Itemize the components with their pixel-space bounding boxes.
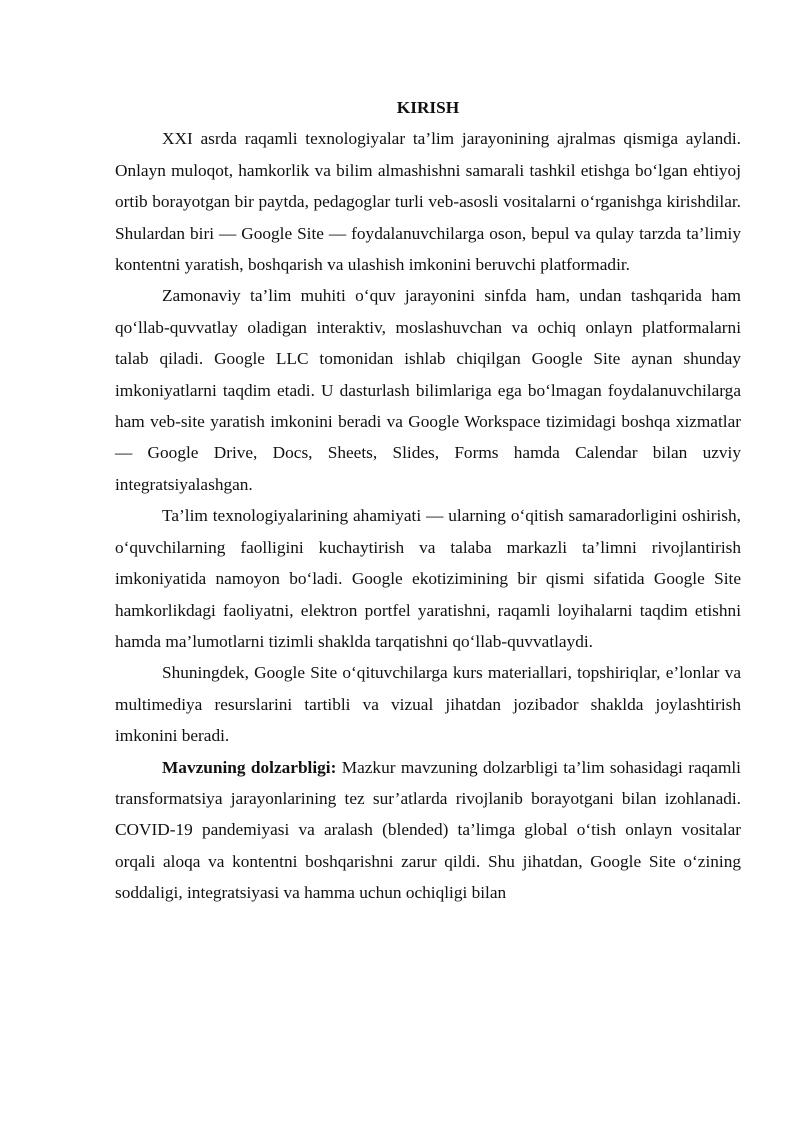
relevance-heading: Mavzuning dolzarbligi: <box>162 757 337 777</box>
relevance-text: Mazkur mavzuning dolzarbligi ta’lim sohasidagi raqamli transformatsiya jarayonlarining tez sur’atlarda rivojlanib borayotgani bilan izohlanadi. COVID-19 pandemiyasi va aralash (blended) ta’limga global o‘tish onlayn vositalar orqali aloqa va kontentni boshqarishni zarur qildi. Shu jihatdan, Google Site o‘zining soddaligi, integratsiyasi va hamma uchun ochiqligi bilan <box>115 757 741 903</box>
paragraph-teachers: Shuningdek, Google Site o‘qituvchilarga kurs materiallari, topshiriqlar, e’lonlar va multimediya resurslarini tartibli va vizual jihatdan jozibador shaklda joylashtirish imkonini beradi. <box>115 663 741 746</box>
paragraph-intro: XXI asrda raqamli texnologiyalar ta’lim jarayonining ajralmas qismiga aylandi. Onlayn muloqot, hamkorlik va bilim almashishni samarali tashkil etishga bo‘lgan ehtiyoj ortib borayotgan bir paytda, pedagoglar turli veb-asosli vositalarni o‘rganishga kirishdilar. Shulardan biri — Google Site — foydalanuvchilarga oson, bepul va qulay tarzda ta’limiy kontentni yaratish, boshqarish va ulashish imkonini beruvchi platformadir. <box>115 129 741 275</box>
paragraph-environment: Zamonaviy ta’lim muhiti o‘quv jarayonini sinfda ham, undan tashqarida ham qo‘llab-quvvatlay oladigan interaktiv, moslashuvchan va ochiq onlayn platformalarni talab qiladi. Google LLC tomonidan ishlab chiqilgan Google Site aynan shunday imkoniyatlarni taqdim etadi. U dasturlash bilimlariga ega bo‘lmagan foydalanuvchilarga ham veb-site yaratish imkonini beradi va Google Workspace tizimidagi boshqa xizmatlar — Google Drive, Docs, Sheets, Slides, Forms hamda Calendar bilan uzviy integratsiyalashgan. <box>115 286 741 494</box>
document-page <box>115 92 741 909</box>
paragraph-relevance <box>115 752 741 909</box>
paragraph-importance: Ta’lim texnologiyalarining ahamiyati — ularning o‘qitish samaradorligini oshirish, o‘quvchilarning faolligini kuchaytirish va talaba markazli ta’limni rivojlantirish imkoniyatida namoyon bo‘ladi. Google ekotizimining bir qismi sifatida Google Site hamkorlikdagi faoliyatni, elektron portfel yaratishni, raqamli loyihalarni taqdim etishni hamda ma’lumotlarni tizimli shaklda tarqatishni qo‘llab-quvvatlaydi. <box>115 506 741 651</box>
section-title: KIRISH <box>396 98 460 117</box>
